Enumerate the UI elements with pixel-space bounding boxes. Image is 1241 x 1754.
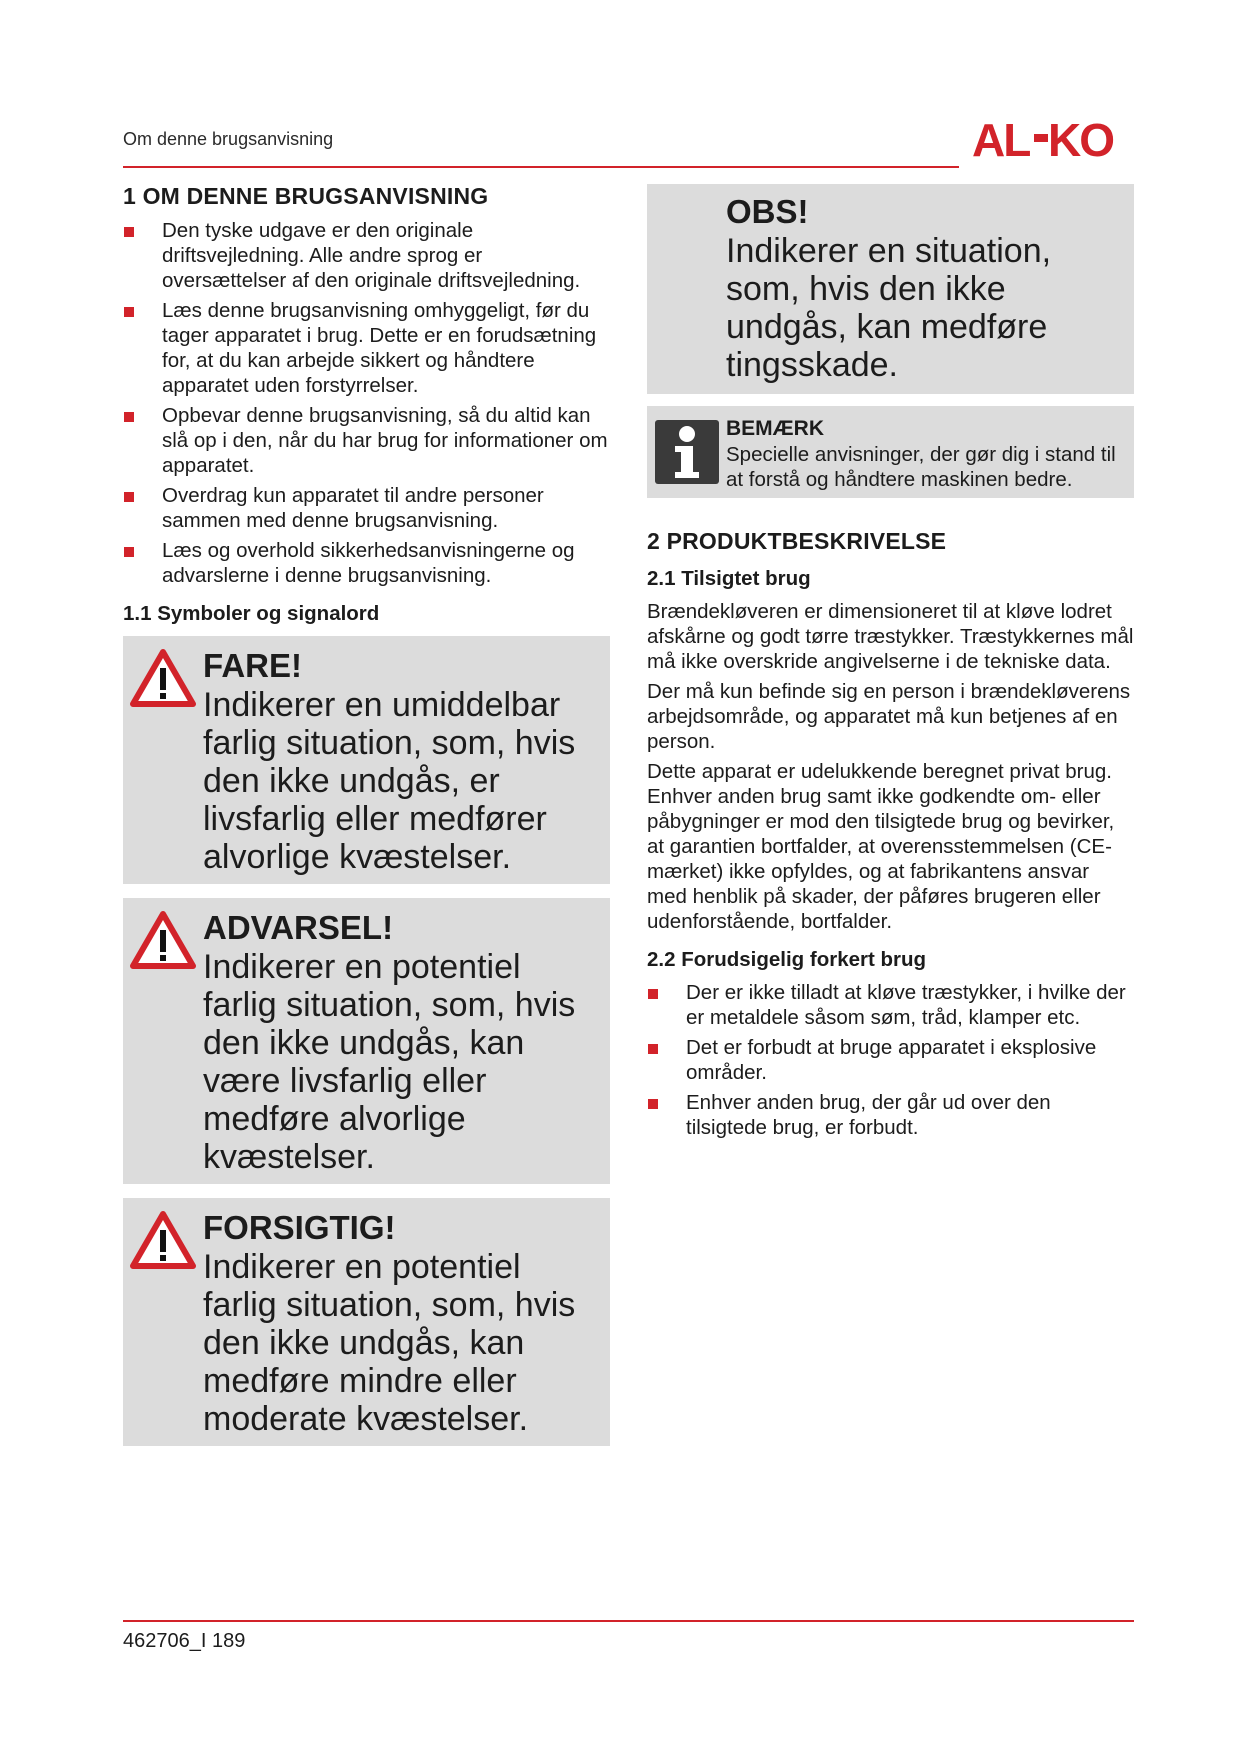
danger-box — [123, 636, 610, 884]
list-item: Læs denne brugsanvisning omhyggeligt, før du tager apparatet i brug. Dette er en forudsætning for, at du kan arbejde sikkert og håndtere apparatet uden forstyrrelser. — [123, 298, 610, 398]
svg-text:KO: KO — [1048, 116, 1113, 162]
header-divider — [123, 166, 959, 168]
warning-body: Indikerer en potentiel farlig situation, som, hvis den ikke undgås, kan være livsfarlig eller medføre alvorlige kvæstelser. — [203, 948, 576, 1176]
svg-text:AL: AL — [972, 116, 1030, 162]
bullet-square-icon — [124, 227, 134, 237]
bullet-square-icon — [648, 989, 658, 999]
subheading-symbols: 1.1 Symboler og signalord — [123, 602, 380, 625]
bullet-square-icon — [124, 547, 134, 557]
list-item: Overdrag kun apparatet til andre personer sammen med denne brugsanvisning. — [123, 483, 610, 533]
obs-body: Indikerer en situation, som, hvis den ikke undgås, kan medføre tingsskade. — [726, 232, 1052, 384]
list-item: Den tyske udgave er den originale driftsvejledning. Alle andre sprog er oversættelser af den originale driftsvejledning. — [123, 218, 610, 293]
subheading-misuse: 2.2 Forudsigelig forkert brug — [647, 948, 927, 971]
list-item: Der er ikke tilladt at kløve træstykker, i hvilke der er metaldele såsom søm, tråd, klamper etc. — [647, 980, 1134, 1030]
caution-title: FORSIGTIG! — [203, 1209, 396, 1246]
list-item: Læs og overhold sikkerhedsanvisningerne og advarslerne i denne brugsanvisning. — [123, 538, 610, 588]
section-heading-2: 2 PRODUKTBESKRIVELSE — [647, 528, 947, 554]
paragraph: Der må kun befinde sig en person i brændekløverens arbejdsområde, og apparatet må kun betjenes af en person. — [647, 680, 1131, 753]
paragraph: Dette apparat er udelukkende beregnet privat brug. Enhver anden brug samt ikke godkendte om- eller påbygninger er mod den tilsigtede brug og bevirker, at garantien bortfalder, at overensstemmelsen (CE-mærket) ikke opfyldes, og at fabrikantens ansvar med henblik på skader, der påføres brugeren eller udenforstående, bortfalder. — [647, 760, 1115, 933]
footer-divider — [123, 1620, 1134, 1622]
paragraph: Brændekløveren er dimensioneret til at kløve lodret afskårne og godt tørre træstykker. Træstykkernes mål må ikke overskride angivelserne i de tekniske data. — [647, 600, 1134, 673]
page-number: 462706_I 189 — [123, 1630, 246, 1652]
warning-triangle-icon — [129, 1210, 197, 1270]
list-item: Det er forbudt at bruge apparatet i eksplosive områder. — [647, 1035, 1134, 1085]
bullet-square-icon — [124, 412, 134, 422]
intro-bullet-list — [123, 218, 610, 588]
caution-body: Indikerer en potentiel farlig situation, som, hvis den ikke undgås, kan medføre mindre eller moderate kvæstelser. — [203, 1248, 576, 1438]
note-box — [647, 406, 1134, 498]
bullet-square-icon — [648, 1044, 658, 1054]
bullet-square-icon — [124, 307, 134, 317]
misuse-bullet-list — [647, 980, 1134, 1140]
warning-box — [123, 898, 610, 1184]
alko-logo — [972, 116, 1134, 162]
obs-box — [647, 184, 1134, 394]
warning-triangle-icon — [129, 648, 197, 708]
list-item: Opbevar denne brugsanvisning, så du altid kan slå op i den, når du har brug for informationer om apparatet. — [123, 403, 610, 478]
section-heading-1: 1 OM DENNE BRUGSANVISNING — [123, 183, 489, 209]
caution-box — [123, 1198, 610, 1446]
right-column — [647, 183, 1134, 1145]
left-column — [123, 183, 610, 1460]
danger-title: FARE! — [203, 647, 302, 684]
warning-triangle-icon — [129, 910, 197, 970]
subheading-intended-use: 2.1 Tilsigtet brug — [647, 567, 811, 590]
obs-title: OBS! — [726, 193, 809, 230]
warning-title: ADVARSEL! — [203, 909, 394, 946]
header-section-title: Om denne brugsanvisning — [123, 129, 334, 149]
bullet-square-icon — [648, 1099, 658, 1109]
note-title: BEMÆRK — [726, 417, 824, 440]
danger-body: Indikerer en umiddelbar farlig situation, som, hvis den ikke undgås, er livsfarlig eller medfører alvorlige kvæstelser. — [203, 686, 576, 876]
list-item: Enhver anden brug, der går ud over den tilsigtede brug, er forbudt. — [647, 1090, 1134, 1140]
bullet-square-icon — [124, 492, 134, 502]
info-icon — [655, 420, 719, 484]
note-body: Specielle anvisninger, der gør dig i stand til at forstå og håndtere maskinen bedre. — [726, 443, 1116, 491]
